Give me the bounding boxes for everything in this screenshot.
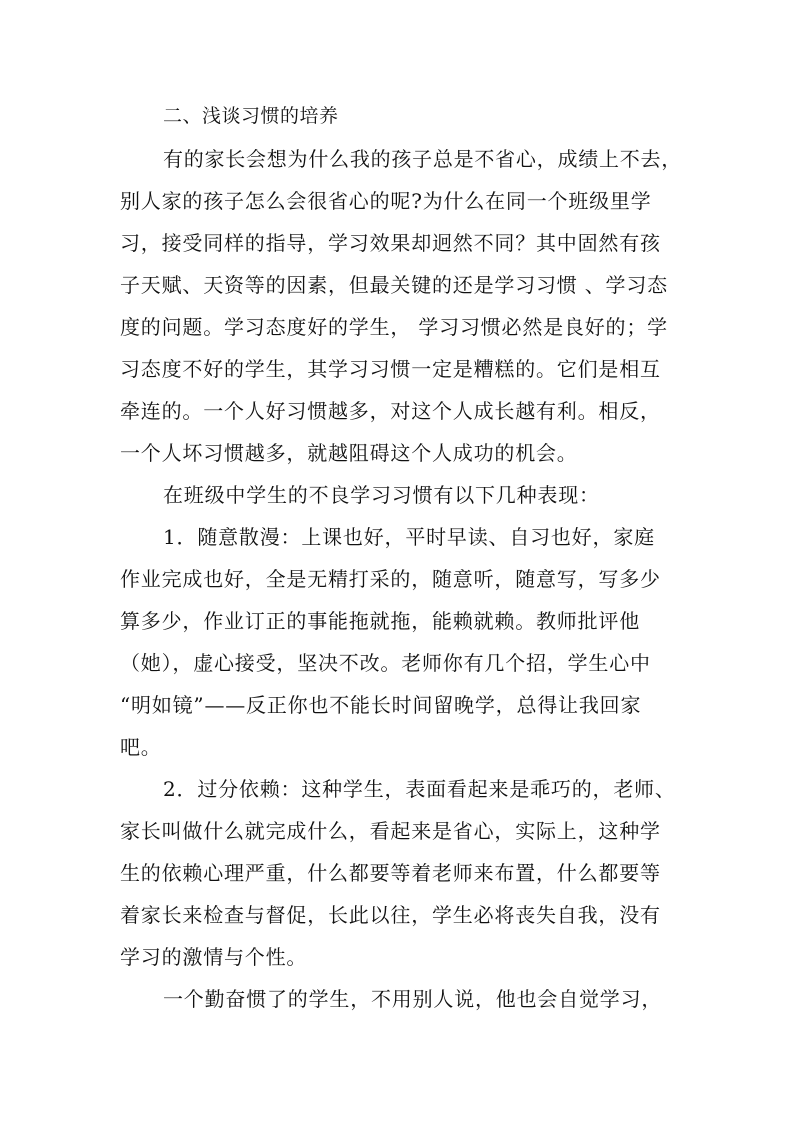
paragraph-line: “明如镜”——反正你也不能长时间留晚学，总得让我回家 <box>120 693 642 717</box>
paragraph-line: 习态度不好的学生，其学习习惯一定是糟糕的。它们是相互 <box>120 357 661 381</box>
paragraph-line: 一个勤奋惯了的学生，不用别人说，他也会自觉学习， <box>163 987 663 1011</box>
paragraph-line: 牵连的。一个人好习惯越多，对这个人成长越有利。相反， <box>120 399 661 423</box>
paragraph-line: 2．过分依赖：这种学生，表面看起来是乖巧的，老师、 <box>163 777 676 801</box>
paragraph-line: （她），虚心接受，坚决不改。老师你有几个招，学生心中 <box>120 651 651 675</box>
paragraph-line: 学习的激情与个性。 <box>120 945 308 969</box>
paragraph-line: 作业完成也好，全是无精打采的，随意听，随意写，写多少 <box>120 567 661 591</box>
paragraph-line: 别人家的孩子怎么会很省心的呢?为什么在同一个班级里学 <box>120 189 652 213</box>
section-title: 二、浅谈习惯的培养 <box>163 105 339 127</box>
paragraph-line: 家长叫做什么就完成什么，看起来是省心，实际上，这种学 <box>120 819 661 843</box>
paragraph-line: 生的依赖心理严重，什么都要等着老师来布置，什么都要等 <box>120 861 661 885</box>
paragraph-line: 在班级中学生的不良学习习惯有以下几种表现： <box>163 483 600 507</box>
paragraph-line: 子天赋、天资等的因素，但最关键的还是学习习惯 、学习态 <box>120 273 668 297</box>
paragraph-line: 着家长来检查与督促，长此以往，学生必将丧失自我，没有 <box>120 903 661 927</box>
paragraph-line: 1．随意散漫：上课也好，平时早读、自习也好，家庭 <box>163 525 655 549</box>
paragraph-line: 有的家长会想为什么我的孩子总是不省心，成绩上不去， <box>163 147 682 171</box>
paragraph-line: 吧。 <box>120 735 162 759</box>
paragraph-line: 算多少，作业订正的事能拖就拖，能赖就赖。教师批评他 <box>120 609 640 633</box>
paragraph-line: 习，接受同样的指导，学习效果却迥然不同？其中固然有孩 <box>120 231 661 255</box>
paragraph-line: 度的问题。学习态度好的学生， 学习习惯必然是良好的；学 <box>120 315 668 339</box>
paragraph-line: 一个人坏习惯越多，就越阻碍这个人成功的机会。 <box>120 441 578 465</box>
